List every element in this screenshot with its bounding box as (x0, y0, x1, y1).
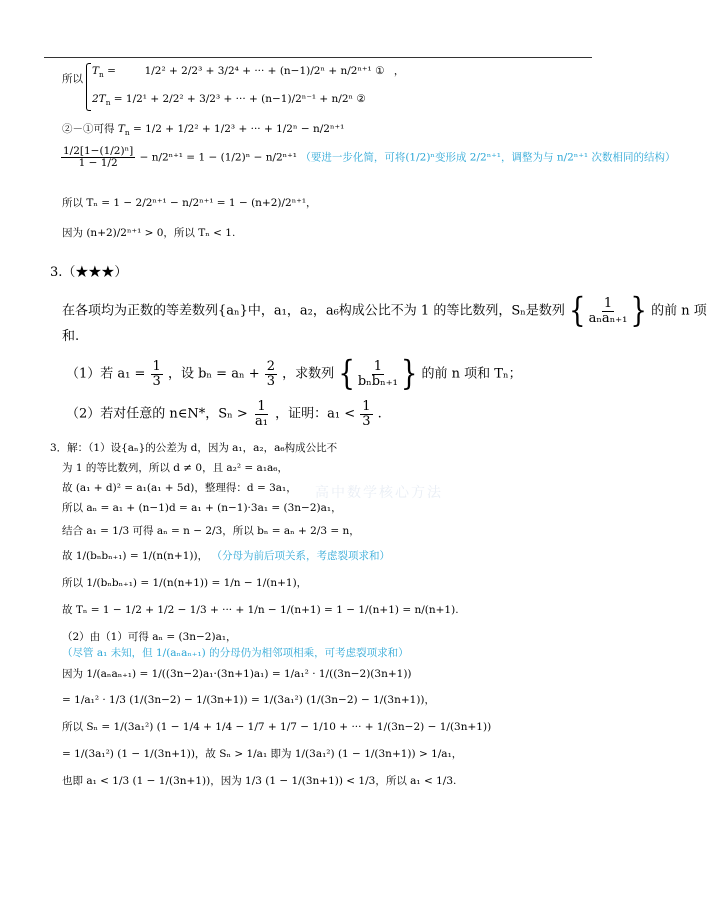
q2-f-num: 1 (257, 399, 266, 414)
sol3-line-9 (62, 630, 237, 644)
problem-3-stem-2 (62, 330, 79, 344)
q1-frac-1 (151, 360, 163, 388)
sol3-line-1 (50, 441, 337, 455)
result-line (62, 196, 317, 210)
q1-f1-den: 3 (152, 373, 161, 389)
sol3-line-12 (62, 720, 491, 734)
sol3-line-2 (62, 461, 288, 475)
q1-f2-num: 2 (266, 359, 276, 374)
q2-text-a: （2）若对任意的 n∈N*，Sₙ > (66, 406, 248, 422)
sol3-line-8 (62, 603, 459, 617)
t-symbol: T (92, 65, 100, 77)
question-1 (66, 354, 522, 394)
t-symbol-2: T (117, 123, 125, 135)
problem-3-stem (62, 291, 707, 331)
problem-3-header (50, 266, 127, 280)
comma: ， (393, 65, 405, 77)
q1-left-brace: { (338, 354, 355, 394)
sum-terms-2: = 1/2¹ + 2/2² + 3/2³ + ··· + (n−1)/2ⁿ⁻¹ + n/2ⁿ (113, 93, 354, 105)
final-text: 因为 (n+2)/2ⁿ⁺¹ > 0，所以 Tₙ < 1. (62, 227, 236, 239)
sol3-text-1: 3．解：（1）设{aₙ}的公差为 d，因为 a₁，a₂，a₆构成公比不 (50, 442, 338, 454)
geo-denominator: 1 − 1/2 (78, 157, 118, 170)
q1-f1-num: 1 (152, 359, 161, 374)
sol3-line-13 (62, 747, 462, 761)
q2-frac-2 (360, 400, 372, 428)
geo-sum-line (60, 146, 675, 169)
q2-frac-1 (253, 400, 270, 428)
stem-text-b: 的前 n 项 (651, 303, 707, 319)
result-text: 所以 Tₙ = 1 − 2/2ⁿ⁺¹ − n/2ⁿ⁺¹ = 1 − (n+2)/2ⁿ⁺¹， (62, 197, 317, 209)
final-line (62, 226, 235, 240)
question-2 (66, 400, 382, 428)
sum-terms-1: 1/2² + 2/2³ + 3/2⁴ + ··· + (n−1)/2ⁿ + n/2ⁿ⁺¹ (144, 65, 372, 77)
q2-text-c: . (377, 406, 382, 422)
stem-text-a: 在各项均为正数的等差数列{aₙ}中，a₁，a₂，a₆构成公比不为 1 的等比数列，Sₙ是数列 (62, 303, 565, 319)
sum-eq-1: $T_n = 1/2^2 + 2/2^3 + 3/2^4$ + ··· + (n−1)/2ⁿ + n/2ⁿ⁺¹ ① ， (92, 65, 405, 80)
sol3-text-10: 因为 1/(aₙaₙ₊₁) = 1/((3n−2)a₁·(3n+1)a₁) = 1/a₁² · 1/((3n−2)(3n+1)) (62, 668, 412, 680)
sum-eq-2: $2T_n = 1/2^1 + 2/2^2 + 3/2^3$ + ··· + (n−1)/2ⁿ⁻¹ + n/2ⁿ ② (92, 93, 366, 108)
system-brace (86, 63, 91, 111)
sol3-line-6 (62, 549, 390, 563)
sol3-text-2: 为 1 的等比数列，所以 d ≠ 0，且 a₂² = a₁a₆， (62, 462, 288, 474)
sol3-text-6: 故 1/(bₙbₙ₊₁) = 1/(n(n+1))， (62, 550, 209, 562)
sol3-line-3 (62, 481, 297, 495)
mark-1: ① (375, 65, 385, 77)
q1-f3-num: 1 (373, 359, 382, 374)
sol3-text-4: 所以 aₙ = a₁ + (n−1)d = a₁ + (n−1)·3a₁ = (3n−2)a₁， (62, 502, 342, 514)
right-brace: } (630, 291, 647, 331)
stem-text-c: 和. (62, 329, 80, 344)
sol3-line-11 (62, 693, 435, 707)
two-t-symbol: 2T (92, 93, 106, 105)
q1-text-a: （1）若 a₁ = (66, 366, 146, 382)
subtract-label: ②－①可得 (62, 123, 115, 135)
subtract-line: ②－①可得 $T_n = 1/2 + 1/2^2 + 1/2^3$ + ··· + 1/2ⁿ − n/2ⁿ⁺¹ (62, 123, 345, 138)
sol3-text-14: 也即 a₁ < 1/3 (1 − 1/(3n+1))，因为 1/3 (1 − 1/(3n+1)) < 1/3，所以 a₁ < 1/3. (62, 775, 457, 787)
q2-f2-num: 1 (362, 399, 371, 414)
q2-f2-den: 3 (362, 413, 371, 429)
eq-sign: = (107, 65, 116, 77)
sol3-text-8: 故 Tₙ = 1 − 1/2 + 1/2 − 1/3 + ··· + 1/n − 1/(n+1) = 1 − 1/(n+1) = n/(n+1). (62, 604, 459, 616)
sol3-text-5: 结合 a₁ = 1/3 可得 aₙ = n − 2/3，所以 bₙ = aₙ + 2/3 = n， (62, 525, 360, 537)
q1-frac-3 (356, 360, 400, 388)
sol3-line-5 (62, 524, 360, 538)
watermark: 高中数学核心方法 (315, 485, 443, 501)
q1-frac-2 (265, 360, 277, 388)
q1-f2-den: 3 (266, 373, 276, 389)
q1-text-b: ，设 bₙ = aₙ + (167, 366, 260, 382)
top-rule (44, 57, 592, 58)
sol3-note-6: （分母为前后项关系，考虑裂项求和） (211, 550, 390, 562)
geo-fraction (61, 146, 135, 169)
stem-frac-den: aₙaₙ₊₁ (588, 310, 628, 326)
q1-text-d: 的前 n 项和 Tₙ； (421, 366, 522, 382)
q1-f3-den: bₙbₙ₊₁ (357, 373, 398, 389)
q2-f-den: a₁ (254, 413, 268, 429)
geo-rest: − n/2ⁿ⁺¹ = 1 − (1/2)ⁿ − n/2ⁿ⁺¹ (139, 151, 297, 164)
sol3-text-13: = 1/(3a₁²) (1 − 1/(3n+1))，故 Sₙ > 1/a₁ 即为 1/(3a₁²) (1 − 1/(3n+1)) > 1/a₁， (62, 748, 463, 760)
subtract-terms: = 1/2 + 1/2² + 1/2³ + ··· + 1/2ⁿ − n/2ⁿ⁺¹ (132, 123, 345, 135)
sol3-text-12: 所以 Sₙ = 1/(3a₁²) (1 − 1/4 + 1/4 − 1/7 + 1/7 − 1/10 + ··· + 1/(3n−2) − 1/(3n+1)) (62, 721, 492, 733)
so-label: 所以 (62, 73, 83, 85)
sum-line-1 (62, 72, 83, 86)
sol3-line-7 (62, 576, 307, 590)
sol3-line-14 (62, 774, 456, 788)
geo-note: （要进一步化简，可将(1/2)ⁿ变形成 2/2ⁿ⁺¹，调整为与 n/2ⁿ⁺¹ 次数相同的结构） (300, 151, 676, 164)
sol3-text-3: 故 (a₁ + d)² = a₁(a₁ + 5d)，整理得：d = 3a₁， (62, 482, 297, 494)
sol3-text-7: 所以 1/(bₙbₙ₊₁) = 1/(n(n+1)) = 1/n − 1/(n+1)， (62, 577, 308, 589)
q1-text-c: ，求数列 (282, 366, 335, 382)
stem-frac-num: 1 (603, 296, 613, 311)
q1-right-brace: } (400, 354, 418, 394)
problem-3-title: 3.（★★★） (50, 265, 128, 280)
left-brace: { (569, 291, 586, 331)
mark-2: ② (356, 93, 366, 105)
q2-text-b: ，证明：a₁ < (275, 406, 356, 422)
sol3-line-9b (62, 646, 409, 660)
stem-fraction (587, 297, 630, 325)
sol3-text-11: = 1/a₁² · 1/3 (1/(3n−2) − 1/(3n+1)) = 1/(3a₁²) (1/(3n−2) − 1/(3n+1))， (62, 694, 436, 706)
sol3-line-4 (62, 501, 342, 515)
sol3-line-10 (62, 667, 412, 681)
sol3-text-9: （2）由（1）可得 aₙ = (3n−2)a₁， (62, 631, 237, 643)
geo-numerator: 1/2[1−(1/2)ⁿ] (63, 145, 134, 157)
sol3-note-9: （尽管 a₁ 未知，但 1/(aₙaₙ₊₁) 的分母仍为相邻项相乘，可考虑裂项求和） (62, 647, 409, 659)
